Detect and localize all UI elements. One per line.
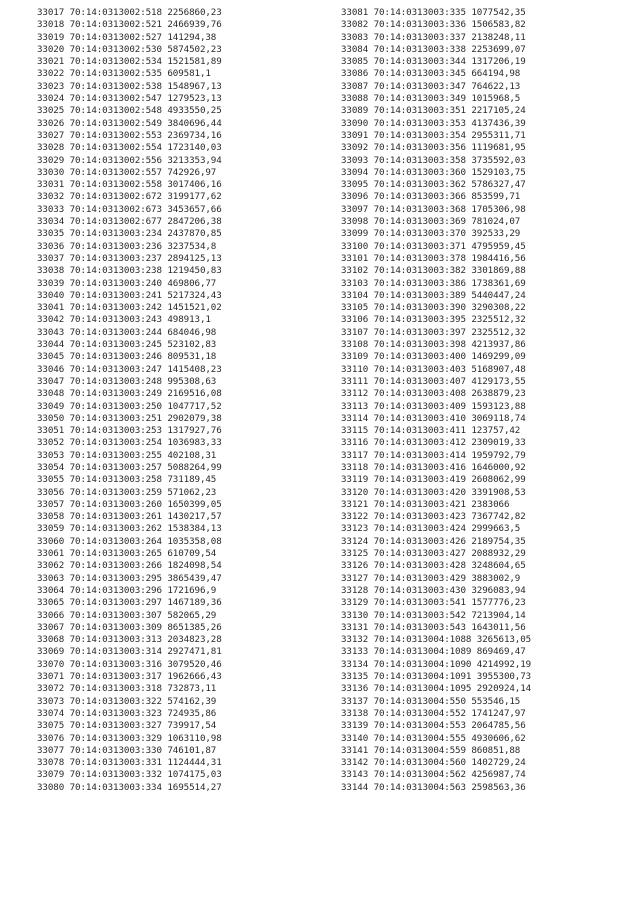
record-line: 33104 70:14:0313003:389 5440447,24: [341, 289, 526, 301]
record-line: 33060 70:14:0313003:264 1035358,08: [37, 535, 222, 547]
record-line: 33100 70:14:0313003:371 4795959,45: [341, 240, 526, 252]
record-line: 33052 70:14:0313003:254 1036983,33: [37, 437, 222, 449]
record-line: 33075 70:14:0313003:327 739917,54: [37, 720, 217, 732]
record-line: 33019 70:14:0313002:527 141294,38: [37, 31, 217, 43]
record-line: 33085 70:14:0313003:344 1317206,19: [341, 56, 526, 68]
record-line: 33045 70:14:0313003:246 809531,18: [37, 351, 217, 363]
record-line: 33096 70:14:0313003:366 853599,71: [341, 191, 521, 203]
record-line: 33023 70:14:0313002:538 1548967,13: [37, 80, 222, 92]
record-line: 33041 70:14:0313003:242 1451521,02: [37, 302, 222, 314]
record-line: 33034 70:14:0313002:677 2847206,38: [37, 216, 222, 228]
record-line: 33024 70:14:0313002:547 1279523,13: [37, 93, 222, 105]
record-line: 33029 70:14:0313002:556 3213353,94: [37, 154, 222, 166]
record-line: 33031 70:14:0313002:558 3017406,16: [37, 179, 222, 191]
record-line: 33028 70:14:0313002:554 1723140,03: [37, 142, 222, 154]
record-line: 33089 70:14:0313003:351 2217105,24: [341, 105, 526, 117]
record-line: 33062 70:14:0313003:266 1824098,54: [37, 560, 222, 572]
record-line: 33098 70:14:0313003:369 781024,07: [341, 216, 521, 228]
record-line: 33078 70:14:0313003:331 1124444,31: [37, 757, 222, 769]
left-column: [37, 7, 337, 794]
record-line: 33138 70:14:0313004:552 1741247,97: [341, 707, 526, 719]
record-line: 33067 70:14:0313003:309 8651385,26: [37, 621, 222, 633]
record-line: 33135 70:14:0313004:1091 3955300,73: [341, 671, 532, 683]
right-column: [341, 7, 640, 794]
record-line: 33030 70:14:0313002:557 742926,97: [37, 166, 217, 178]
record-line: 33086 70:14:0313003:345 664194,98: [341, 68, 521, 80]
record-line: 33059 70:14:0313003:262 1538384,13: [37, 523, 222, 535]
record-line: 33082 70:14:0313003:336 1506583,82: [341, 19, 526, 31]
record-line: 33131 70:14:0313003:543 1643011,56: [341, 621, 526, 633]
record-line: 33119 70:14:0313003:419 2608062,99: [341, 474, 526, 486]
record-line: 33129 70:14:0313003:541 1577776,23: [341, 597, 526, 609]
record-line: 33049 70:14:0313003:250 1047717,52: [37, 400, 222, 412]
record-line: 33022 70:14:0313002:535 609581,1: [37, 68, 211, 80]
record-line: 33105 70:14:0313003:390 3290308,22: [341, 302, 526, 314]
record-line: 33063 70:14:0313003:295 3865439,47: [37, 572, 222, 584]
record-line: 33018 70:14:0313002:521 2466939,76: [37, 19, 222, 31]
record-line: 33093 70:14:0313003:358 3735592,03: [341, 154, 526, 166]
record-line: 33072 70:14:0313003:318 732873,11: [37, 683, 217, 695]
record-line: 33039 70:14:0313003:240 469806,77: [37, 277, 217, 289]
record-line: 33140 70:14:0313004:555 4930606,62: [341, 732, 526, 744]
record-line: 33144 70:14:0313004:563 2598563,36: [341, 781, 526, 793]
record-line: 33058 70:14:0313003:261 1430217,57: [37, 511, 222, 523]
record-line: 33038 70:14:0313003:238 1219450,83: [37, 265, 222, 277]
record-line: 33025 70:14:0313002:548 4933550,25: [37, 105, 222, 117]
record-line: 33042 70:14:0313003:243 498913,1: [37, 314, 211, 326]
record-line: 33057 70:14:0313003:260 1650399,05: [37, 498, 222, 510]
record-line: 33141 70:14:0313004:559 860851,88: [341, 744, 521, 756]
record-line: 33081 70:14:0313003:335 1077542,35: [341, 7, 526, 18]
record-line: 33046 70:14:0313003:247 1415408,23: [37, 363, 222, 375]
record-line: 33044 70:14:0313003:245 523102,83: [37, 339, 217, 351]
record-line: 33120 70:14:0313003:420 3391908,53: [341, 486, 526, 498]
record-line: 33036 70:14:0313003:236 3237534,8: [37, 240, 217, 252]
record-line: 33037 70:14:0313003:237 2894125,13: [37, 252, 222, 264]
record-line: 33070 70:14:0313003:316 3079520,46: [37, 658, 222, 670]
record-line: 33099 70:14:0313003:370 392533,29: [341, 228, 521, 240]
record-line: 33121 70:14:0313003:421 2383066: [341, 498, 510, 510]
record-line: 33097 70:14:0313003:368 1705306,98: [341, 203, 526, 215]
record-line: 33050 70:14:0313003:251 2902079,38: [37, 412, 222, 424]
record-line: 33083 70:14:0313003:337 2138248,11: [341, 31, 526, 43]
record-line: 33032 70:14:0313002:672 3199177,62: [37, 191, 222, 203]
record-line: 33124 70:14:0313003:426 2189754,35: [341, 535, 526, 547]
record-line: 33136 70:14:0313004:1095 2920924,14: [341, 683, 532, 695]
record-line: 33047 70:14:0313003:248 995308,63: [37, 375, 217, 387]
record-line: 33115 70:14:0313003:411 123757,42: [341, 425, 521, 437]
record-line: 33103 70:14:0313003:386 1738361,69: [341, 277, 526, 289]
record-line: 33112 70:14:0313003:408 2638879,23: [341, 388, 526, 400]
record-line: 33143 70:14:0313004:562 4256987,74: [341, 769, 526, 781]
record-line: 33106 70:14:0313003:395 2325512,32: [341, 314, 526, 326]
record-line: 33134 70:14:0313004:1090 4214992,19: [341, 658, 532, 670]
record-line: 33107 70:14:0313003:397 2325512,32: [341, 326, 526, 338]
record-line: 33111 70:14:0313003:407 4129173,55: [341, 375, 526, 387]
record-line: 33066 70:14:0313003:307 582065,29: [37, 609, 217, 621]
record-line: 33061 70:14:0313003:265 610709,54: [37, 548, 217, 560]
record-line: 33079 70:14:0313003:332 1074175,03: [37, 769, 222, 781]
record-line: 33102 70:14:0313003:382 3301869,88: [341, 265, 526, 277]
record-line: 33087 70:14:0313003:347 764622,13: [341, 80, 521, 92]
record-line: 33108 70:14:0313003:398 4213937,86: [341, 339, 526, 351]
record-line: 33077 70:14:0313003:330 746101,87: [37, 744, 217, 756]
record-line: 33027 70:14:0313002:553 2369734,16: [37, 129, 222, 141]
record-line: 33109 70:14:0313003:400 1469299,09: [341, 351, 526, 363]
record-line: 33090 70:14:0313003:353 4137436,39: [341, 117, 526, 129]
record-line: 33054 70:14:0313003:257 5088264,99: [37, 461, 222, 473]
record-line: 33142 70:14:0313004:560 1402729,24: [341, 757, 526, 769]
record-line: 33076 70:14:0313003:329 1063110,98: [37, 732, 222, 744]
record-line: 33071 70:14:0313003:317 1962666,43: [37, 671, 222, 683]
record-line: 33069 70:14:0313003:314 2927471,81: [37, 646, 222, 658]
record-line: 33123 70:14:0313003:424 2999663,5: [341, 523, 521, 535]
record-line: 33116 70:14:0313003:412 2309019,33: [341, 437, 526, 449]
record-line: 33088 70:14:0313003:349 1015968,5: [341, 93, 521, 105]
record-line: 33132 70:14:0313004:1088 3265613,05: [341, 634, 532, 646]
record-line: 33094 70:14:0313003:360 1529103,75: [341, 166, 526, 178]
record-line: 33026 70:14:0313002:549 3840696,44: [37, 117, 222, 129]
record-line: 33035 70:14:0313003:234 2437870,85: [37, 228, 222, 240]
record-line: 33114 70:14:0313003:410 3069118,74: [341, 412, 526, 424]
record-line: 33133 70:14:0313004:1089 869469,47: [341, 646, 526, 658]
record-line: 33017 70:14:0313002:518 2256860,23: [37, 7, 222, 18]
record-line: 33056 70:14:0313003:259 571062,23: [37, 486, 217, 498]
record-line: 33139 70:14:0313004:553 2064785,56: [341, 720, 526, 732]
record-line: 33040 70:14:0313003:241 5217324,43: [37, 289, 222, 301]
record-line: 33048 70:14:0313003:249 2169516,08: [37, 388, 222, 400]
record-line: 33051 70:14:0313003:253 1317927,76: [37, 425, 222, 437]
record-line: 33021 70:14:0313002:534 1521581,89: [37, 56, 222, 68]
record-line: 33033 70:14:0313002:673 3453657,66: [37, 203, 222, 215]
record-line: 33130 70:14:0313003:542 7213904,14: [341, 609, 526, 621]
record-line: 33118 70:14:0313003:416 1646000,92: [341, 461, 526, 473]
record-line: 33055 70:14:0313003:258 731189,45: [37, 474, 217, 486]
record-line: 33073 70:14:0313003:322 574162,39: [37, 695, 217, 707]
record-line: 33084 70:14:0313003:338 2253699,07: [341, 43, 526, 55]
record-line: 33113 70:14:0313003:409 1593123,88: [341, 400, 526, 412]
record-line: 33101 70:14:0313003:378 1984416,56: [341, 252, 526, 264]
record-line: 33065 70:14:0313003:297 1467189,36: [37, 597, 222, 609]
record-line: 33122 70:14:0313003:423 7367742,82: [341, 511, 526, 523]
record-line: 33128 70:14:0313003:430 3296083,94: [341, 584, 526, 596]
record-line: 33043 70:14:0313003:244 684046,98: [37, 326, 217, 338]
record-line: 33068 70:14:0313003:313 2034823,28: [37, 634, 222, 646]
record-line: 33095 70:14:0313003:362 5786327,47: [341, 179, 526, 191]
record-line: 33125 70:14:0313003:427 2088932,29: [341, 548, 526, 560]
record-line: 33020 70:14:0313002:530 5874502,23: [37, 43, 222, 55]
record-line: 33117 70:14:0313003:414 1959792,79: [341, 449, 526, 461]
record-line: 33110 70:14:0313003:403 5168907,48: [341, 363, 526, 375]
record-line: 33074 70:14:0313003:323 724935,86: [37, 707, 217, 719]
record-line: 33080 70:14:0313003:334 1695514,27: [37, 781, 222, 793]
record-line: 33127 70:14:0313003:429 3883002,9: [341, 572, 521, 584]
record-line: 33126 70:14:0313003:428 3248604,65: [341, 560, 526, 572]
record-line: 33092 70:14:0313003:356 1119681,95: [341, 142, 526, 154]
record-line: 33091 70:14:0313003:354 2955311,71: [341, 129, 526, 141]
record-line: 33137 70:14:0313004:550 553546,15: [341, 695, 521, 707]
record-line: 33053 70:14:0313003:255 402108,31: [37, 449, 217, 461]
record-line: 33064 70:14:0313003:296 1721696,9: [37, 584, 217, 596]
